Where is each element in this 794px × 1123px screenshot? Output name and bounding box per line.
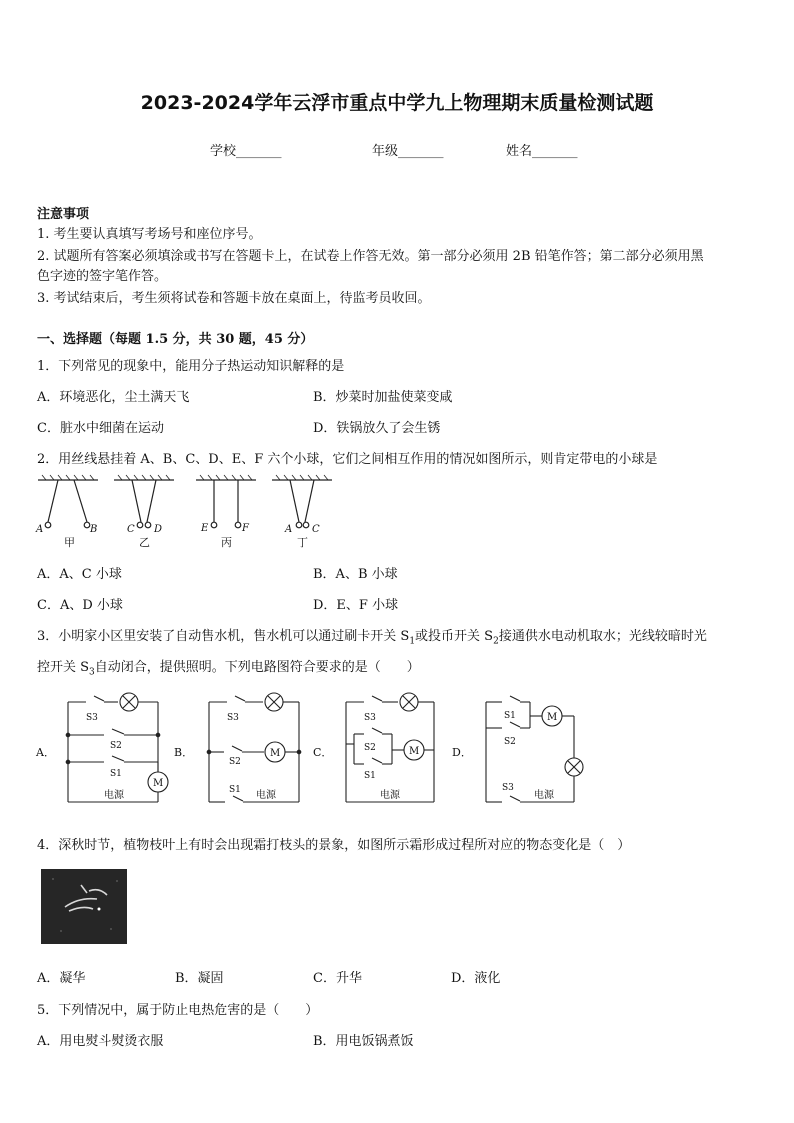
q1-option-b: B．炒菜时加盐使菜变咸 bbox=[313, 390, 453, 405]
grade-field: 年级_______ bbox=[372, 144, 444, 159]
q3-letter-b: B． bbox=[174, 746, 194, 759]
c-power-label: 电源 bbox=[380, 790, 400, 801]
notice-item-2-cont: 色字迹的签字笔作答。 bbox=[37, 269, 168, 284]
q3-stem-line1: 3．小明家小区里安装了自动售水机，售水机可以通过刷卡开关 $S_1$或投币开关 $S_2$接通供水电动机取水；光线较暗时光 bbox=[37, 629, 707, 647]
caption-yi: 乙 bbox=[139, 536, 150, 549]
notice-heading: 注意事项 bbox=[37, 207, 90, 222]
b-s1-label: S1 bbox=[229, 785, 241, 795]
name-field: 姓名_______ bbox=[506, 144, 578, 159]
notice-item-3: 3. 考试结束后，考生须将试卷和答题卡放在桌面上，待监考员收回。 bbox=[37, 291, 431, 306]
ball-label-d: D bbox=[154, 524, 163, 535]
q1-option-a: A．环境恶化，尘土满天飞 bbox=[37, 390, 190, 405]
q2-option-d: D．E、F 小球 bbox=[313, 598, 399, 613]
a-s1-label: S1 bbox=[110, 769, 122, 779]
b-motor-label: M bbox=[270, 748, 281, 759]
section-heading: 一、选择题（每题 1.5 分，共 30 题，45 分） bbox=[37, 332, 314, 347]
q3-circuit-figures bbox=[34, 692, 594, 812]
d-s3-label: S3 bbox=[502, 783, 514, 793]
caption-bing: 丙 bbox=[221, 536, 232, 549]
q3-stem-line2: 控开关 $S_3$自动闭合，提供照明。下列电路图符合要求的是（ ） bbox=[37, 660, 420, 678]
ball-label-a: A bbox=[36, 524, 44, 535]
b-s2-label: S2 bbox=[229, 757, 241, 767]
d-s1-label: S1 bbox=[504, 711, 516, 721]
ball-label-e: E bbox=[201, 523, 209, 534]
ball-label-c2: C bbox=[312, 524, 320, 535]
ball-label-c: C bbox=[127, 524, 135, 535]
q4-stem: 4．深秋时节，植物枝叶上有时会出现霜打枝头的景象，如图所示霜形成过程所对应的物态变化是（ ） bbox=[37, 838, 631, 853]
q3-letter-a: A． bbox=[36, 746, 55, 759]
ball-label-b: B bbox=[90, 524, 98, 535]
q2-option-b: B．A、B 小球 bbox=[313, 567, 398, 582]
caption-jia: 甲 bbox=[64, 536, 75, 549]
q1-stem: 1．下列常见的现象中，能用分子热运动知识解释的是 bbox=[37, 359, 345, 374]
b-s3-label: S3 bbox=[227, 713, 239, 723]
q3-letter-d: D． bbox=[452, 746, 472, 759]
caption-ding: 丁 bbox=[297, 536, 308, 549]
a-power-label: 电源 bbox=[104, 790, 124, 801]
q4-option-a: A．凝华 bbox=[37, 971, 86, 986]
q3-letter-c: C． bbox=[313, 746, 333, 759]
frost-photo bbox=[41, 869, 127, 944]
q2-option-a: A．A、C 小球 bbox=[37, 567, 122, 582]
page-title: 2023-2024学年云浮市重点中学九上物理期末质量检测试题 bbox=[140, 92, 654, 114]
a-s3-label: S3 bbox=[86, 713, 98, 723]
c-s2-label: S2 bbox=[364, 743, 376, 753]
c-motor-label: M bbox=[409, 746, 420, 757]
c-s1-label: S1 bbox=[364, 771, 376, 781]
q5-stem: 5．下列情况中，属于防止电热危害的是（ ） bbox=[37, 1003, 319, 1018]
notice-item-1: 1. 考生要认真填写考场号和座位序号。 bbox=[37, 227, 262, 242]
a-motor-label: M bbox=[153, 778, 164, 789]
circuit-d bbox=[486, 696, 583, 802]
d-motor-label: M bbox=[547, 712, 558, 723]
q2-option-c: C．A、D 小球 bbox=[37, 598, 123, 613]
ball-label-a2: A bbox=[285, 524, 293, 535]
q5-option-b: B．用电饭锅煮饭 bbox=[313, 1034, 414, 1049]
c-s3-label: S3 bbox=[364, 713, 376, 723]
q4-option-d: D．液化 bbox=[451, 971, 501, 986]
q4-option-c: C．升华 bbox=[313, 971, 362, 986]
circuit-c bbox=[346, 693, 434, 802]
q2-figure bbox=[34, 474, 344, 550]
q1-option-d: D．铁锅放久了会生锈 bbox=[313, 421, 441, 436]
q2-stem: 2．用丝线悬挂着 A、B、C、D、E、F 六个小球，它们之间相互作用的情况如图所示，则肯定带电的小球是 bbox=[37, 452, 658, 467]
circuit-b bbox=[207, 693, 301, 802]
d-s2-label: S2 bbox=[504, 737, 516, 747]
a-s2-label: S2 bbox=[110, 741, 122, 751]
b-power-label: 电源 bbox=[256, 790, 276, 801]
q5-option-a: A．用电熨斗熨烫衣服 bbox=[37, 1034, 164, 1049]
school-field: 学校_______ bbox=[210, 144, 282, 159]
ball-label-f: F bbox=[242, 523, 249, 534]
q4-option-b: B．凝固 bbox=[175, 971, 224, 986]
d-power-label: 电源 bbox=[534, 790, 554, 801]
q1-option-c: C．脏水中细菌在运动 bbox=[37, 421, 164, 436]
notice-item-2: 2. 试题所有答案必须填涂或书写在答题卡上，在试卷上作答无效。第一部分必须用 2B 铅笔作答；第二部分必须用黑 bbox=[37, 249, 704, 264]
